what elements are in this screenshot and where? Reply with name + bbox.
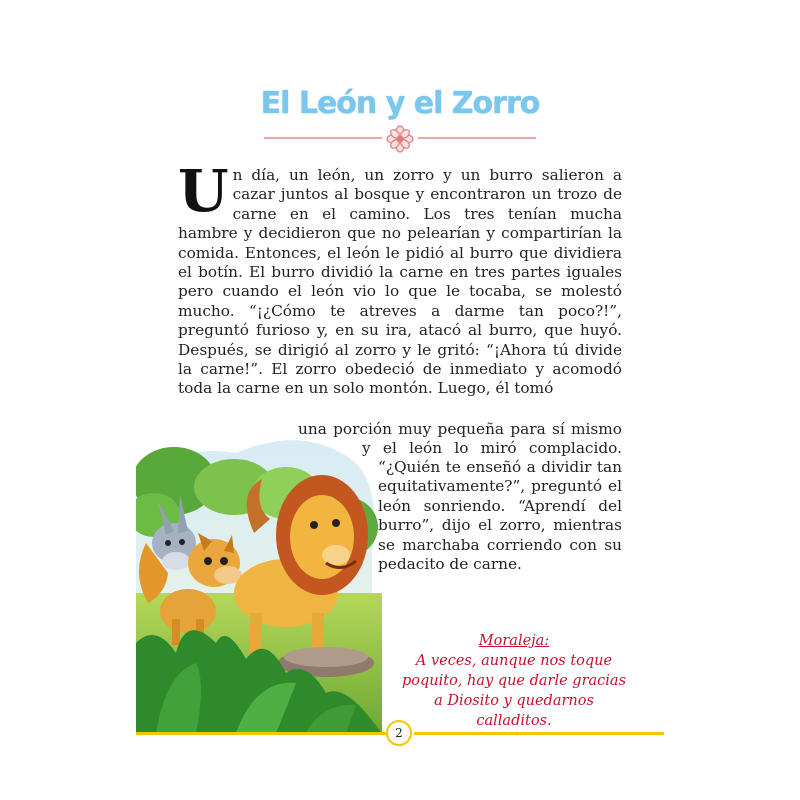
story-text-block-4: “¿Quién te enseñó a dividir tan equitativamente?”, preguntó el león sonriendo. “Aprendí del burro”, dijo el zorro, mientras se marchaba corriendo con su pedacito de carne. bbox=[378, 458, 622, 574]
moral-text: A veces, aunque nos toque poquito, hay que darle gracias a Diosito y quedarnos calladitos. bbox=[401, 653, 627, 729]
page-title: El León y el Zorro bbox=[260, 86, 540, 121]
dropcap-letter: U bbox=[178, 157, 229, 225]
footer-divider-left bbox=[136, 732, 386, 735]
page-number: 2 bbox=[386, 720, 412, 746]
title-ornament-icon bbox=[264, 124, 536, 154]
moral-heading: Moraleja: bbox=[478, 633, 550, 649]
moral-box bbox=[396, 631, 632, 731]
story-text-block-1: n día, un león, un zorro y un burro salieron a cazar juntos al bosque y encontraron un trozo de carne en el camino. Los tres tenían mucha hambre y decidieron que no pelearían y compartirían la comida. Entonces, el león le pidió al burro que dividiera el botín. El burro dividió la carne en tres partes iguales pero cuando el león vio lo que le tocaba, se molestó mucho. “¡¿Cómo te atreves a darme tan poco?!”, preguntó furioso y, en su ira, atacó al burro, que huyó. Después, se dirigió al zorro y le gritó: “¡Ahora tú divide la carne!”. El zorro obedeció de inmediato y acomodó toda la carne en un solo montón. Luego, él tomó bbox=[178, 166, 622, 398]
story-illustration bbox=[136, 423, 382, 733]
story-text-line-2: una porción muy pequeña para sí mismo bbox=[298, 420, 622, 438]
story-text-line-3: y el león lo miró complacido. bbox=[362, 439, 622, 457]
footer-divider-right bbox=[414, 732, 664, 735]
story-paragraph bbox=[178, 157, 622, 420]
